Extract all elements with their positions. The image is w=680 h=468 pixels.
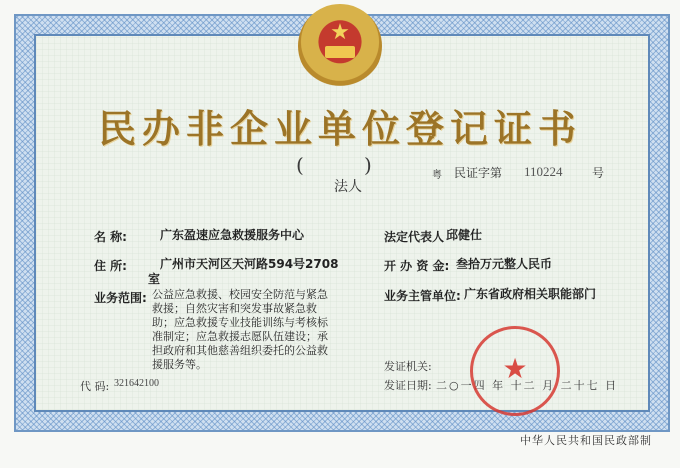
cert-prefix: 粤 bbox=[432, 170, 442, 181]
scope-label: 业务范围: bbox=[94, 291, 147, 305]
supervisor-value: 广东省政府相关职能部门 bbox=[464, 287, 597, 301]
rep-value: 邱健仕 bbox=[446, 228, 483, 242]
paren-left: ( bbox=[296, 153, 304, 177]
footer-maker: 中华人民共和国民政部制 bbox=[520, 434, 652, 447]
capital-value: 叁拾万元整人民币 bbox=[456, 257, 553, 271]
name-value: 广东盈速应急救援服务中心 bbox=[160, 228, 305, 242]
paren-right: ) bbox=[364, 153, 372, 177]
address-value-line2: 室 bbox=[148, 272, 161, 286]
official-seal-icon: ★ bbox=[470, 326, 560, 416]
issuer-label: 发证机关: bbox=[384, 360, 432, 373]
name-label: 名 称: bbox=[94, 230, 127, 244]
code-label: 代 码: bbox=[80, 380, 110, 393]
cert-suffix: 号 bbox=[592, 166, 605, 180]
certificate-type: 法人 bbox=[334, 179, 362, 195]
capital-label: 开 办 资 金: bbox=[384, 259, 450, 273]
cert-number: 110224 bbox=[524, 164, 563, 179]
rep-label: 法定代表人 bbox=[384, 230, 445, 244]
inner-certificate-panel bbox=[34, 34, 650, 412]
address-label: 住 所: bbox=[94, 259, 127, 273]
supervisor-label: 业务主管单位: bbox=[384, 289, 461, 303]
certificate-title: 民办非企业单位登记证书 bbox=[97, 106, 582, 151]
scope-value: 公益应急救援、校园安全防范与紧急救援；自然灾害和突发事故紧急救助；应急救援专业技能训练与考核标准制定；应急救援志愿队伍建设；承担政府和其他慈善组织委托的公益救援服务等。 bbox=[152, 288, 328, 371]
date-label: 发证日期: bbox=[384, 379, 432, 392]
address-value-line1: 广州市天河区天河路594号2708 bbox=[160, 257, 339, 271]
issue-date-value: 二○一四 年 十二 月 二十七 日 bbox=[436, 379, 619, 392]
cert-label: 民证字第 bbox=[454, 166, 503, 180]
national-emblem-icon: ★ bbox=[298, 4, 382, 88]
code-value: 321642100 bbox=[114, 378, 159, 389]
